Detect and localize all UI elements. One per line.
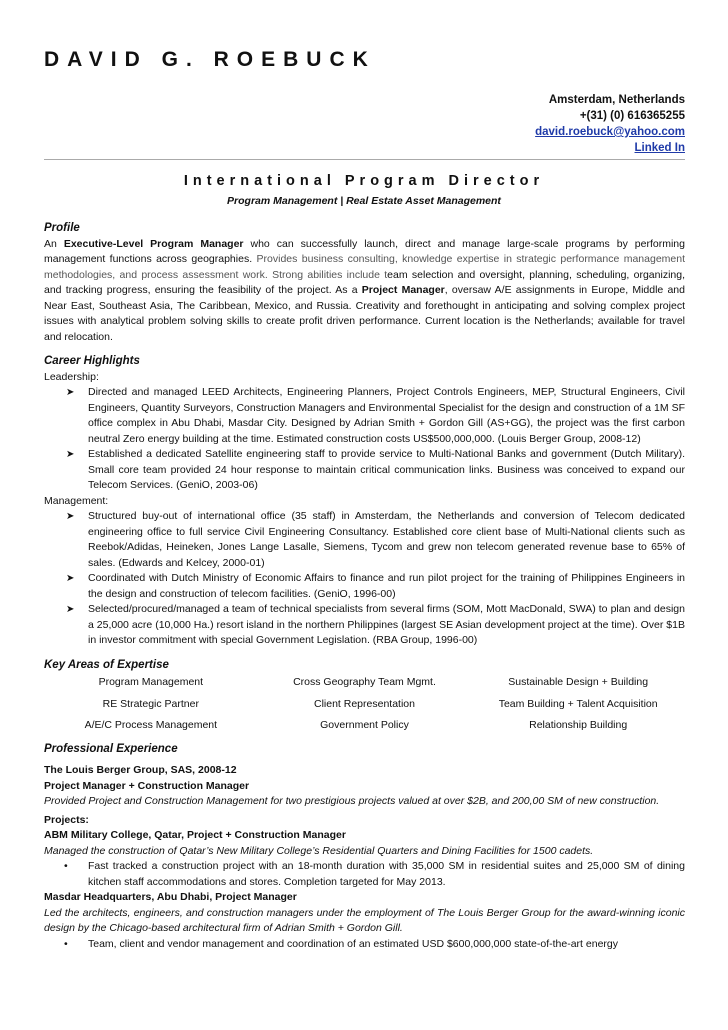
management-label: Management: <box>44 494 109 507</box>
project-1-title: ABM Military College, Qatar, Project + Construction Manager <box>44 829 346 841</box>
expertise-item: Team Building + Talent Acquisition <box>498 697 658 710</box>
expertise-item: Relationship Building <box>529 719 628 731</box>
leadership-0: Directed and managed LEED Architects, Engineering Planners, Project Controls Engineers, MEP, Structural Engineers, Civil Engineers, Quantity Surveyors, Construction Managers and Environmental Specialist for the design and construction of a 1M SF office complex in Abu Dhabi, Masdar City. Designed by Adrian Smith + Gordon Gill (AS+GG), the project was the first carbon neutral Zero energy building at the time. Estimated construction costs US$500,000,000. (Louis Berger Group, 2008-12) <box>88 386 685 445</box>
experience-heading: Professional Experience <box>44 742 178 755</box>
project-1-desc: Managed the construction of Qatar’s New Military College’s Residential Quarters and Dining Facilities for 1500 cadets. <box>44 844 594 857</box>
management-0: Structured buy-out of international office (35 staff) in Amsterdam, the Netherlands and conversion of Telecom dedicated engineering office to full service Civil Engineering Consultancy. Established core client base of Multi-National clients such as Reebok/Adidas, Heineken, Jones Lange Lasalle, Siemens, Tycom and grew non telecom generated revenue base to 65% of sales. (Edwards and Kelcey, 2000-01) <box>88 510 685 569</box>
management-list <box>44 509 685 649</box>
list-item <box>66 602 685 649</box>
profile-t3: eam selection and oversight, planning, scheduling, organizing, and tracking progress, ensuring the feasibility of the project. As a <box>44 268 685 296</box>
arrow-bullet-icon: ➤ <box>66 511 75 522</box>
profile-t2: who can successfully launch, direct and manage large-scale programs by performing management functions across geographies. <box>44 237 685 265</box>
list-item <box>66 447 685 494</box>
project-1-bullets <box>44 859 685 890</box>
list-item <box>66 509 685 571</box>
project-2-bullet: Team, client and vendor management and coordination of an estimated USD $600,000,000 state-of-the-art energy <box>88 937 618 950</box>
list-item <box>66 571 685 602</box>
job-title: International Program Director <box>183 173 545 189</box>
role-summary: Provided Project and Construction Management for two prestigious projects valued at over $2B, and 200,00 SM of new construction. <box>44 795 660 807</box>
bullet-icon: • <box>64 860 68 872</box>
header-divider <box>44 159 685 160</box>
resume-body <box>44 215 685 952</box>
expertise-item: Cross Geography Team Mgmt. <box>293 676 436 688</box>
role-title: Project Manager + Construction Manager <box>44 779 250 792</box>
expertise-item: Government Policy <box>320 719 409 731</box>
profile-b2: Project Manager <box>361 284 445 296</box>
expertise-item: A/E/C Process Management <box>84 719 218 731</box>
phone: +(31) (0) 616365255 <box>579 110 685 122</box>
contact-block <box>535 92 685 156</box>
arrow-bullet-icon: ➤ <box>66 604 75 615</box>
bullet-icon: • <box>64 937 68 950</box>
management-1: Coordinated with Dutch Ministry of Economic Affairs to finance and run pilot project for the training of Philippines Engineers in the design and construction of telecom facilities. (GeniO, 1996-00) <box>88 572 685 600</box>
job-subtitle: Program Management | Real Estate Asset Management <box>227 195 501 207</box>
email-link[interactable]: david.roebuck@yahoo.com <box>535 126 685 138</box>
project-1-bullet: Fast tracked a construction project with an 18-month duration with 35,000 SM in residential suites and 25,000 SM of dining kitchen staff accommodations and stores. Completion targeted for May 2013. <box>88 860 685 888</box>
expertise-heading: Key Areas of Expertise <box>44 658 169 671</box>
profile-t1: An <box>44 237 64 250</box>
list-item <box>64 937 685 953</box>
expertise-grid <box>44 675 685 734</box>
location: Amsterdam, Netherlands <box>548 94 685 106</box>
arrow-bullet-icon: ➤ <box>66 573 75 584</box>
career-heading: Career Highlights <box>44 355 140 367</box>
profile-heading: Profile <box>44 222 80 234</box>
linkedin-link[interactable]: Linked In <box>634 142 685 154</box>
expertise-item: Program Management <box>98 676 204 688</box>
leadership-label: Leadership: <box>44 370 99 383</box>
management-2: Selected/procured/managed a team of technical specialists from several firms (SOM, Mott MacDonald, SWA) to plan and design a 25,000 acre (10,000 Ha.) resort island in the northern Philippines (largest SE Asian development project at the time). Over $1B in investor commitment with special Government Legislation. (RBA Group, 1996-00) <box>88 603 685 646</box>
leadership-list <box>44 385 685 494</box>
profile-b1: Executive-Level Program Manager <box>63 237 244 250</box>
projects-label: Projects: <box>44 813 89 826</box>
list-item <box>66 385 685 447</box>
expertise-item: RE Strategic Partner <box>102 697 199 710</box>
project-2-title: Masdar Headquarters, Abu Dhabi, Project Manager <box>44 891 297 903</box>
expertise-item: Client Representation <box>314 697 415 710</box>
profile-t4: , oversaw A/E assignments in Europe, Middle and Near East, Southeast Asia, The Caribbean, Mexico, and Russia. Creativity and forethought in anticipating and solving complex project issues with analytical problem solving skills to create profit driven performance. Current location is the Netherlands; available for travel and relocation. <box>44 284 685 343</box>
leadership-1: Established a dedicated Satellite engineering staff to provide service to Multi-National Banks and government (Dutch Military). Small core team provided 24 hour response to maintain critical communication links. Business was conceived to expand our Telecom Services. (GeniO, 2003-06) <box>88 448 685 491</box>
arrow-bullet-icon: ➤ <box>66 387 75 398</box>
project-2-bullets <box>44 937 685 953</box>
expertise-item: Sustainable Design + Building <box>508 676 649 688</box>
company-name: The Louis Berger Group, SAS, 2008-12 <box>44 764 237 776</box>
arrow-bullet-icon: ➤ <box>66 449 75 460</box>
profile-text <box>44 237 685 346</box>
profile-g1: Provides business consulting, knowledge expertise in strategic performance management methodologies, and process assessment work. Strong abilities include t <box>44 253 685 281</box>
list-item <box>64 859 685 890</box>
project-2-desc: Led the architects, engineers, and construction managers under the employment of The Louis Berger Group for the award-winning iconic design by the Chicago-based architectural firm of Adrian Smith + Gordon Gill. <box>44 906 685 934</box>
candidate-name: DAVID G. ROEBUCK <box>44 48 376 71</box>
